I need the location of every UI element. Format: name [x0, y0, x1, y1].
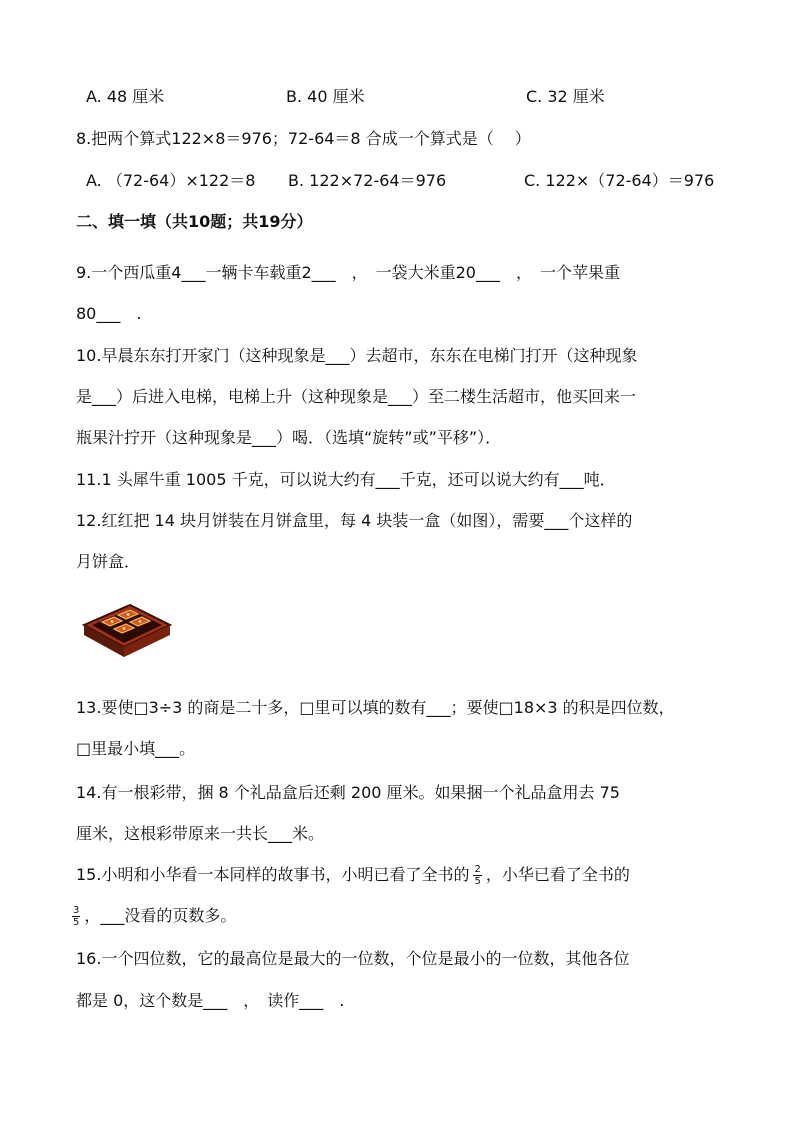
q9-line-1: 9.一个西瓜重4___一辆卡车载重2___ ， 一袋大米重20___ ， 一个苹果重 — [76, 263, 620, 282]
q12-line-1: 12.红红把 14 块月饼装在月饼盒里，每 4 块装一盒（如图），需要___个这样的 — [76, 511, 633, 530]
q16-line-2: 都是 0，这个数是___ ， 读作___ . — [76, 991, 345, 1010]
q15-fraction-1-numerator: 2 — [474, 864, 481, 875]
q7-option-b: B. 40 厘米 — [286, 87, 365, 106]
q15-fraction-1-denominator: 5 — [474, 876, 481, 887]
q8-stem: 8.把两个算式122×8＝976；72-64＝8 合成一个算式是（ ） — [76, 129, 531, 148]
q15-fraction-2 — [72, 905, 80, 928]
q10-line-3: 瓶果汁拧开（这种现象是___）喝．（选填“旋转”或”平移”）． — [76, 428, 502, 447]
q11-line-1: 11.1 头犀牛重 1005 千克，可以说大约有___千克，还可以说大约有___吨． — [76, 470, 616, 489]
q8-option-c: C. 122×（72-64）＝976 — [524, 171, 715, 190]
q12-line-2: 月饼盒． — [76, 552, 141, 571]
q9-line-2: 80___ . — [76, 304, 142, 323]
q13-line-1: 13.要使□3÷3 的商是二十多，□里可以填的数有___；要使□18×3 的积是四位数， — [76, 698, 675, 717]
q10-line-2: 是___）后进入电梯，电梯上升（这种现象是___）至二楼生活超市，他买回来一 — [76, 387, 637, 406]
q13-line-2: □里最小填___。 — [76, 739, 196, 758]
mooncake-box-image — [80, 595, 172, 665]
q15-line-2 — [72, 905, 732, 928]
q15-text-c: ，___没看的页数多。 — [84, 906, 237, 925]
q15-text-b: ，小华已看了全书的 — [485, 865, 630, 884]
q7-option-a: A. 48 厘米 — [86, 87, 165, 106]
q7-option-c: C. 32 厘米 — [526, 87, 605, 106]
q14-line-1: 14.有一根彩带，捆 8 个礼品盒后还剩 200 厘米。如果捆一个礼品盒用去 75 — [76, 783, 620, 802]
q16-line-1: 16.一个四位数，它的最高位是最大的一位数，个位是最小的一位数，其他各位 — [76, 949, 630, 968]
q8-option-a: A. （72-64）×122＝8 — [86, 171, 256, 190]
q15-fraction-2-numerator: 3 — [73, 905, 80, 916]
q15-text-a: 15.小明和小华看一本同样的故事书，小明已看了全书的 — [76, 865, 470, 884]
q14-line-2: 厘米，这根彩带原来一共长___米。 — [76, 824, 325, 843]
q15-fraction-1 — [473, 864, 481, 887]
section-title: 二、填一填（共10题；共19分） — [76, 212, 313, 231]
q15-line-1 — [76, 864, 736, 887]
q8-option-b: B. 122×72-64＝976 — [288, 171, 447, 190]
q15-fraction-2-denominator: 5 — [73, 917, 80, 928]
q10-line-1: 10.早晨东东打开家门（这种现象是___）去超市，东东在电梯门打开（这种现象 — [76, 346, 638, 365]
